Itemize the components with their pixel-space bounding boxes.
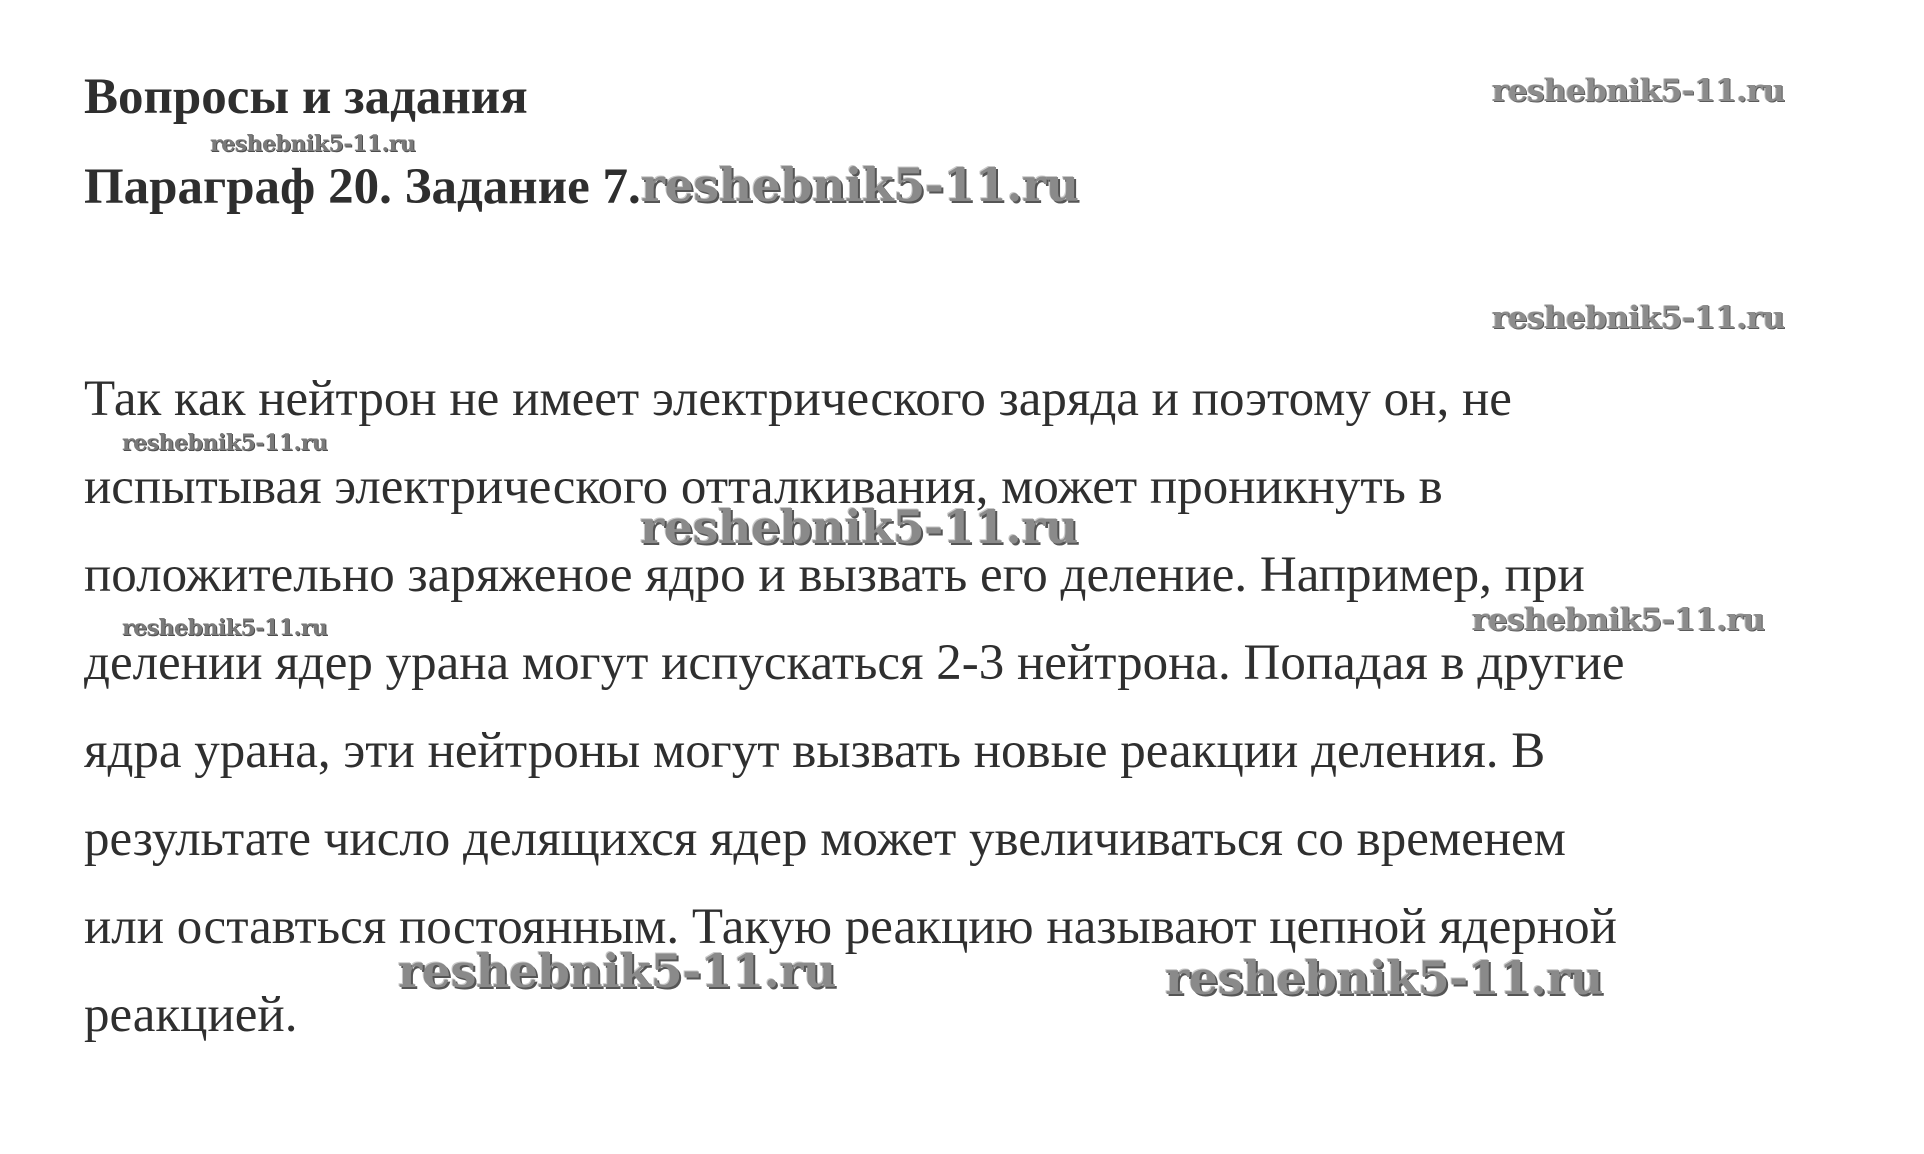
task-title — [84, 158, 1079, 215]
section-title: Вопросы и задания — [84, 69, 528, 125]
watermark: reshebnik5-11.ru — [122, 615, 328, 641]
task-title-text: Параграф 20. Задание 7. — [84, 159, 641, 215]
answer-line: или оставться постоянным. Такую реакцию называют цепной ядерной — [84, 899, 1617, 955]
watermark: reshebnik5-11.ru — [1165, 951, 1603, 1005]
watermark: reshebnik5-11.ru — [398, 944, 836, 998]
answer-line: Так как нейтрон не имеет электрического заряда и поэтому он, не — [84, 371, 1512, 427]
watermark: reshebnik5-11.ru — [1492, 300, 1785, 336]
answer-line: положительно заряженое ядро и вызвать его деление. Например, при — [84, 547, 1585, 603]
watermark: reshebnik5-11.ru — [122, 430, 328, 456]
answer-line: испытывая электрического отталкивания, может проникнуть в — [84, 459, 1443, 515]
watermark: reshebnik5-11.ru — [210, 131, 416, 157]
answer-line: реакцией. — [84, 987, 298, 1043]
answer-line: ядра урана, эти нейтроны могут вызвать новые реакции деления. В — [84, 723, 1546, 779]
watermark: reshebnik5-11.ru — [640, 500, 1078, 554]
answer-line: результате число делящихся ядер может увеличиваться со временем — [84, 811, 1566, 867]
watermark: reshebnik5-11.ru — [1472, 602, 1765, 638]
watermark: reshebnik5-11.ru — [1492, 73, 1785, 109]
answer-text — [84, 355, 1884, 1059]
watermark-inline: reshebnik5-11.ru — [640, 158, 1079, 212]
answer-line: делении ядер урана могут испускаться 2-3 нейтрона. Попадая в другие — [84, 635, 1625, 691]
